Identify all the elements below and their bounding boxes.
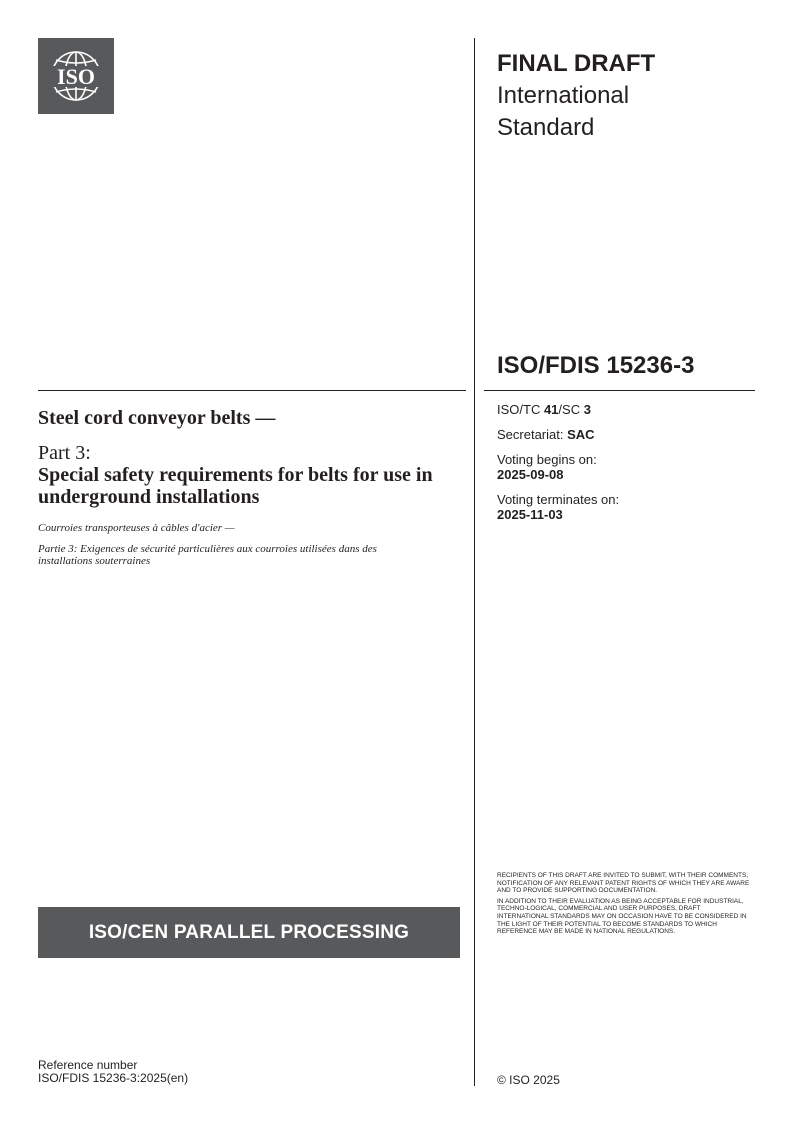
french-part-title: Partie 3: Exigences de sécurité particulières aux courroies utilisées dans des installations souterraines [38, 543, 377, 567]
french-main-title: Courroies transporteuses à câbles d'acier — [38, 522, 235, 534]
iso-logo-text: ISO [57, 64, 95, 89]
secretariat: Secretariat: SAC [497, 427, 595, 442]
recipients-notice [497, 872, 752, 936]
main-title: Steel cord conveyor belts — [38, 407, 276, 429]
standard-label: Standard [497, 114, 595, 141]
part-title: Special safety requirements for belts for use in underground installations [38, 464, 433, 508]
final-draft-label: FINAL DRAFT [497, 50, 656, 77]
notice-paragraph-1: RECIPIENTS OF THIS DRAFT ARE INVITED TO SUBMIT, WITH THEIR COMMENTS, NOTIFICATION OF ANY RELEVANT PATENT RIGHTS OF WHICH THEY ARE AWARE AND TO PROVIDE SUPPORTING DOCUMENTATION. [497, 872, 750, 895]
document-title-block [38, 406, 458, 567]
international-label: International [497, 82, 630, 109]
reference-label: Reference number [38, 1058, 138, 1072]
horizontal-divider-left [38, 390, 466, 391]
committee-reference: ISO/TC 41/SC 3 [497, 402, 591, 417]
iso-globe-icon [38, 38, 114, 114]
copyright-notice: © ISO 2025 [497, 1073, 560, 1087]
part-label: Part 3: [38, 442, 91, 464]
reference-value: ISO/FDIS 15236-3:2025(en) [38, 1071, 189, 1085]
document-metadata [497, 402, 757, 532]
vertical-divider [474, 38, 475, 1086]
horizontal-divider-right [484, 390, 755, 391]
voting-terminates: Voting terminates on: 2025-11-03 [497, 492, 620, 522]
document-stage-heading [497, 48, 767, 144]
notice-paragraph-2: IN ADDITION TO THEIR EVALUATION AS BEING ACCEPTABLE FOR INDUSTRIAL, TECHNO-LOGICAL, COMMERCIAL AND USER PURPOSES, DRAFT INTERNATIONAL STANDARDS MAY ON OCCASION HAVE TO BE CONSIDERED IN THE LIGHT OF THEIR POTENTIAL TO BECOME STANDARDS TO WHICH REFERENCE MAY BE MADE IN NATIONAL REGULATIONS. [497, 897, 747, 936]
iso-logo [38, 38, 114, 114]
voting-begins: Voting begins on: 2025-09-08 [497, 452, 597, 482]
reference-number-block [38, 1059, 188, 1085]
document-number: ISO/FDIS 15236-3 [497, 352, 695, 379]
parallel-processing-banner: ISO/CEN PARALLEL PROCESSING [38, 907, 460, 958]
